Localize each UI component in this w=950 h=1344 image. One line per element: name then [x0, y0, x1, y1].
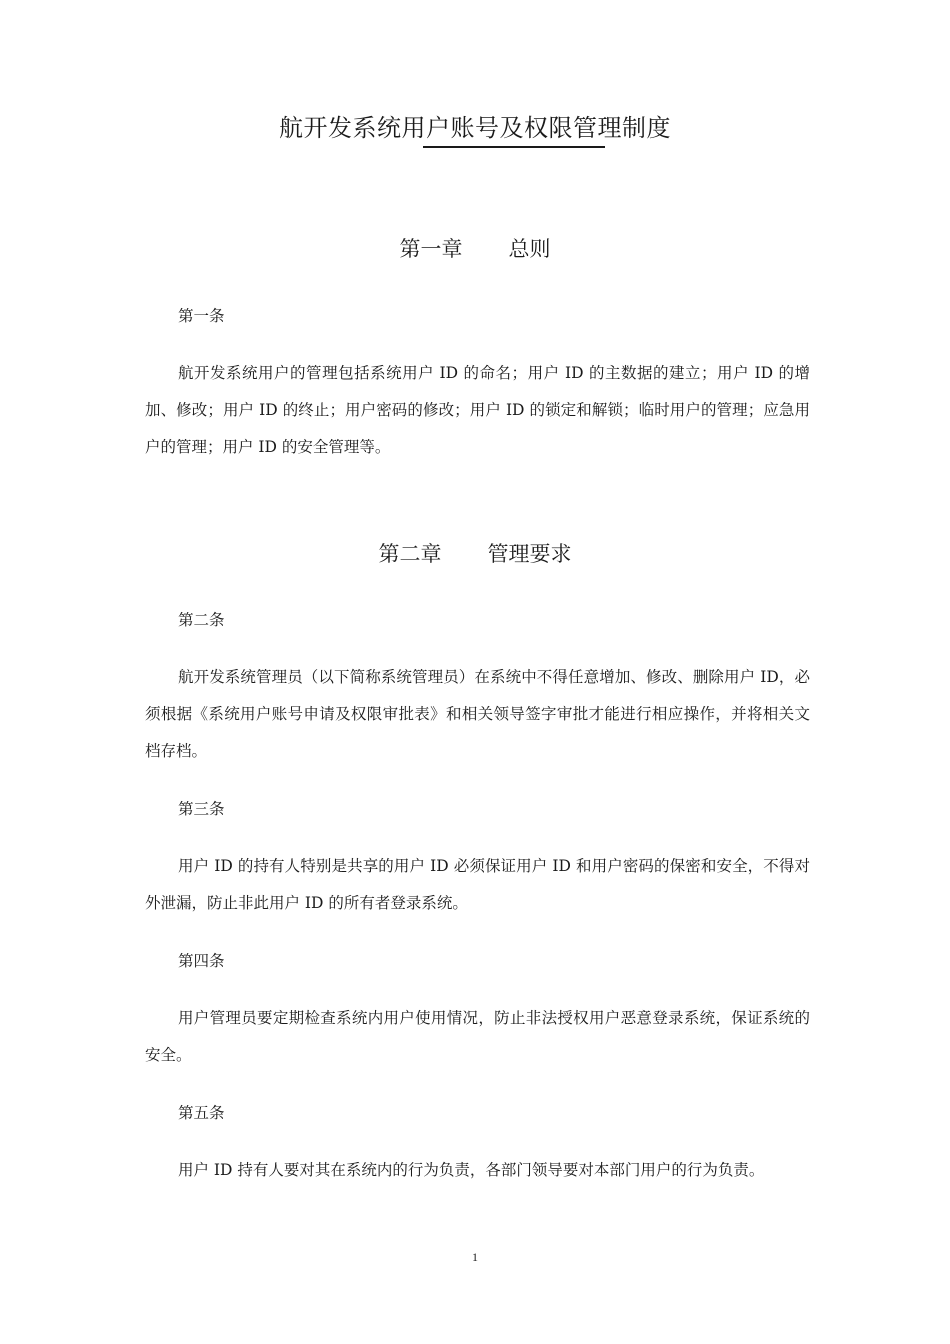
article-text: 用户 ID 的持有人特别是共享的用户 ID 必须保证用户 ID 和用户密码的保密和安全，不得对外泄漏，防止非此用户 ID 的所有者登录系统。 — [145, 857, 810, 912]
chapter-name: 总则 — [508, 237, 551, 261]
title-underline — [423, 146, 605, 148]
article-text: 用户 ID 持有人要对其在系统内的行为负责，各部门领导要对本部门用户的行为负责。 — [178, 1161, 765, 1179]
chapter-number: 第一章 — [399, 237, 463, 261]
article-label: 第四条 — [178, 952, 225, 970]
document-title: 航开发系统用户账号及权限管理制度 — [279, 114, 671, 142]
article-label: 第一条 — [178, 307, 225, 325]
page-number: 1 — [472, 1250, 478, 1264]
article-text: 航开发系统用户的管理包括系统用户 ID 的命名；用户 ID 的主数据的建立；用户 ID 的增加、修改；用户 ID 的终止；用户密码的修改；用户 ID 的锁定和解锁；临时用户的管理；应急用户的管理；用户 ID 的安全管理等。 — [145, 364, 810, 456]
article-text: 用户管理员要定期检查系统内用户使用情况，防止非法授权用户恶意登录系统，保证系统的安全。 — [145, 1009, 810, 1064]
article-label: 第五条 — [178, 1104, 225, 1122]
chapter-number: 第二章 — [378, 542, 442, 566]
article-label: 第三条 — [178, 800, 225, 818]
article-text: 航开发系统管理员（以下简称系统管理员）在系统中不得任意增加、修改、删除用户 ID，必须根据《系统用户账号申请及权限审批表》和相关领导签字审批才能进行相应操作，并将相关文档存档。 — [145, 668, 810, 760]
chapter-heading — [0, 234, 950, 264]
chapter-heading — [0, 539, 950, 569]
article-label: 第二条 — [178, 611, 225, 629]
chapter-name: 管理要求 — [487, 542, 572, 566]
